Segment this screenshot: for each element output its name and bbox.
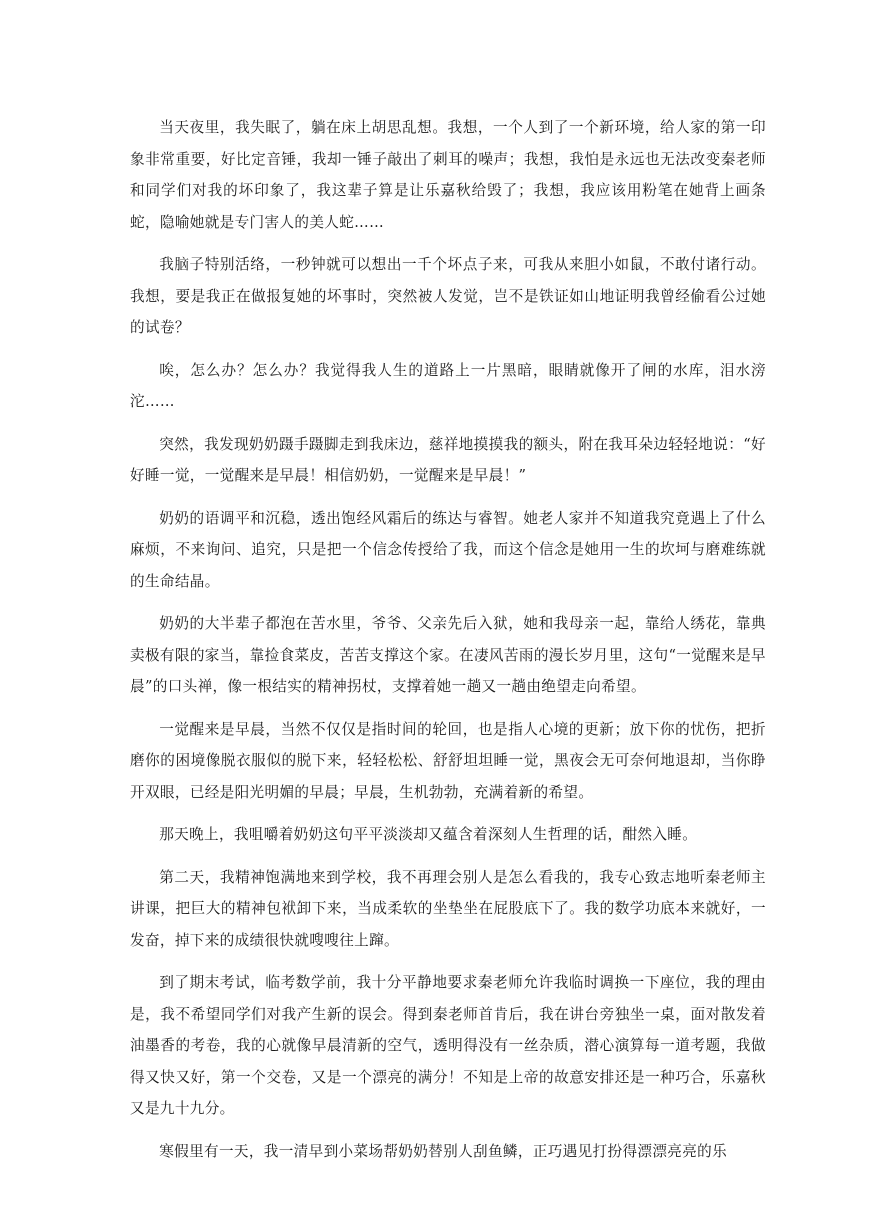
paragraph-6: 奶奶的大半辈子都泡在苦水里，爷爷、父亲先后入狱，她和我母亲一起，靠给人绣花，靠典卖极有限的家当，靠捡食菜皮，苦苦支撑这个家。在凄风苦雨的漫长岁月里，这句“一觉醒来是早晨”的口头禅，像一根结实的精神拐杖，支撑着她一趟又一趟由绝望走向希望。 — [130, 615, 766, 695]
document-page — [130, 112, 766, 1178]
paragraph-4: 突然，我发现奶奶蹑手蹑脚走到我床边，慈祥地摸摸我的额头，附在我耳朵边轻轻地说：“好好睡一觉，一觉醒来是早晨！相信奶奶，一觉醒来是早晨！” — [130, 435, 766, 484]
paragraph-3: 唉，怎么办？怎么办？我觉得我人生的道路上一片黑暗，眼睛就像开了闸的水库，泪水滂沱…… — [130, 361, 766, 410]
paragraph-5: 奶奶的语调平和沉稳，透出饱经风霜后的练达与睿智。她老人家并不知道我究竟遇上了什么麻烦，不来询问、追究，只是把一个信念传授给了我，而这个信念是她用一生的坎坷与磨难练就的生命结晶。 — [130, 509, 766, 590]
paragraph-11: 寒假里有一天，我一清早到小菜场帮奶奶替别人刮鱼鳞，正巧遇见打扮得漂漂亮亮的乐 — [159, 1142, 728, 1160]
paragraph-9: 第二天，我精神饱满地来到学校，我不再理会别人是怎么看我的，我专心致志地听秦老师主讲课，把巨大的精神包袱卸下来，当成柔软的坐垫坐在屁股底下了。我的数学功底本来就好，一发奋，掉下来的成绩很快就嗖嗖往上蹿。 — [130, 868, 766, 949]
paragraph-2: 我脑子特别活络，一秒钟就可以想出一千个坏点子来，可我从来胆小如鼠，不敢付诸行动。我想，要是我正在做报复她的坏事时，突然被人发觉，岂不是铁证如山地证明我曾经偷看公过她的试卷？ — [130, 256, 766, 336]
paragraph-1: 当天夜里，我失眠了，躺在床上胡思乱想。我想，一个人到了一个新环境，给人家的第一印象非常重要，好比定音锤，我却一锤子敲出了刺耳的噪声；我想，我怕是永远也无法改变秦老师和同学们对我的坏印象了，我这辈子算是让乐嘉秋给毁了；我想，我应该用粉笔在她背上画条蛇，隐喻她就是专门害人的美人蛇…… — [130, 119, 766, 231]
paragraph-8: 那天晚上，我咀嚼着奶奶这句平平淡淡却又蕴含着深刻人生哲理的话，酣然入睡。 — [159, 826, 698, 843]
paragraph-10: 到了期末考试，临考数学前，我十分平静地要求秦老师允许我临时调换一下座位，我的理由是，我不希望同学们对我产生新的误会。得到秦老师首肯后，我在讲台旁独坐一桌，面对散发着油墨香的考卷，我的心就像早晨清新的空气，透明得没有一丝杂质，潜心演算每一道考题，我做得又快又好，第一个交卷，又是一个漂亮的满分！不知是上帝的故意安排还是一种巧合，乐嘉秋又是九十九分。 — [130, 974, 766, 1117]
paragraph-7: 一觉醒来是早晨，当然不仅仅是指时间的轮回，也是指人心境的更新；放下你的忧伤，把折磨你的困境像脱衣服似的脱下来，轻轻松松、舒舒坦坦睡一觉，黑夜会无可奈何地退却，当你睁开双眼，已经是阳光明媚的早晨；早晨，生机勃勃，充满着新的希望。 — [130, 720, 766, 801]
